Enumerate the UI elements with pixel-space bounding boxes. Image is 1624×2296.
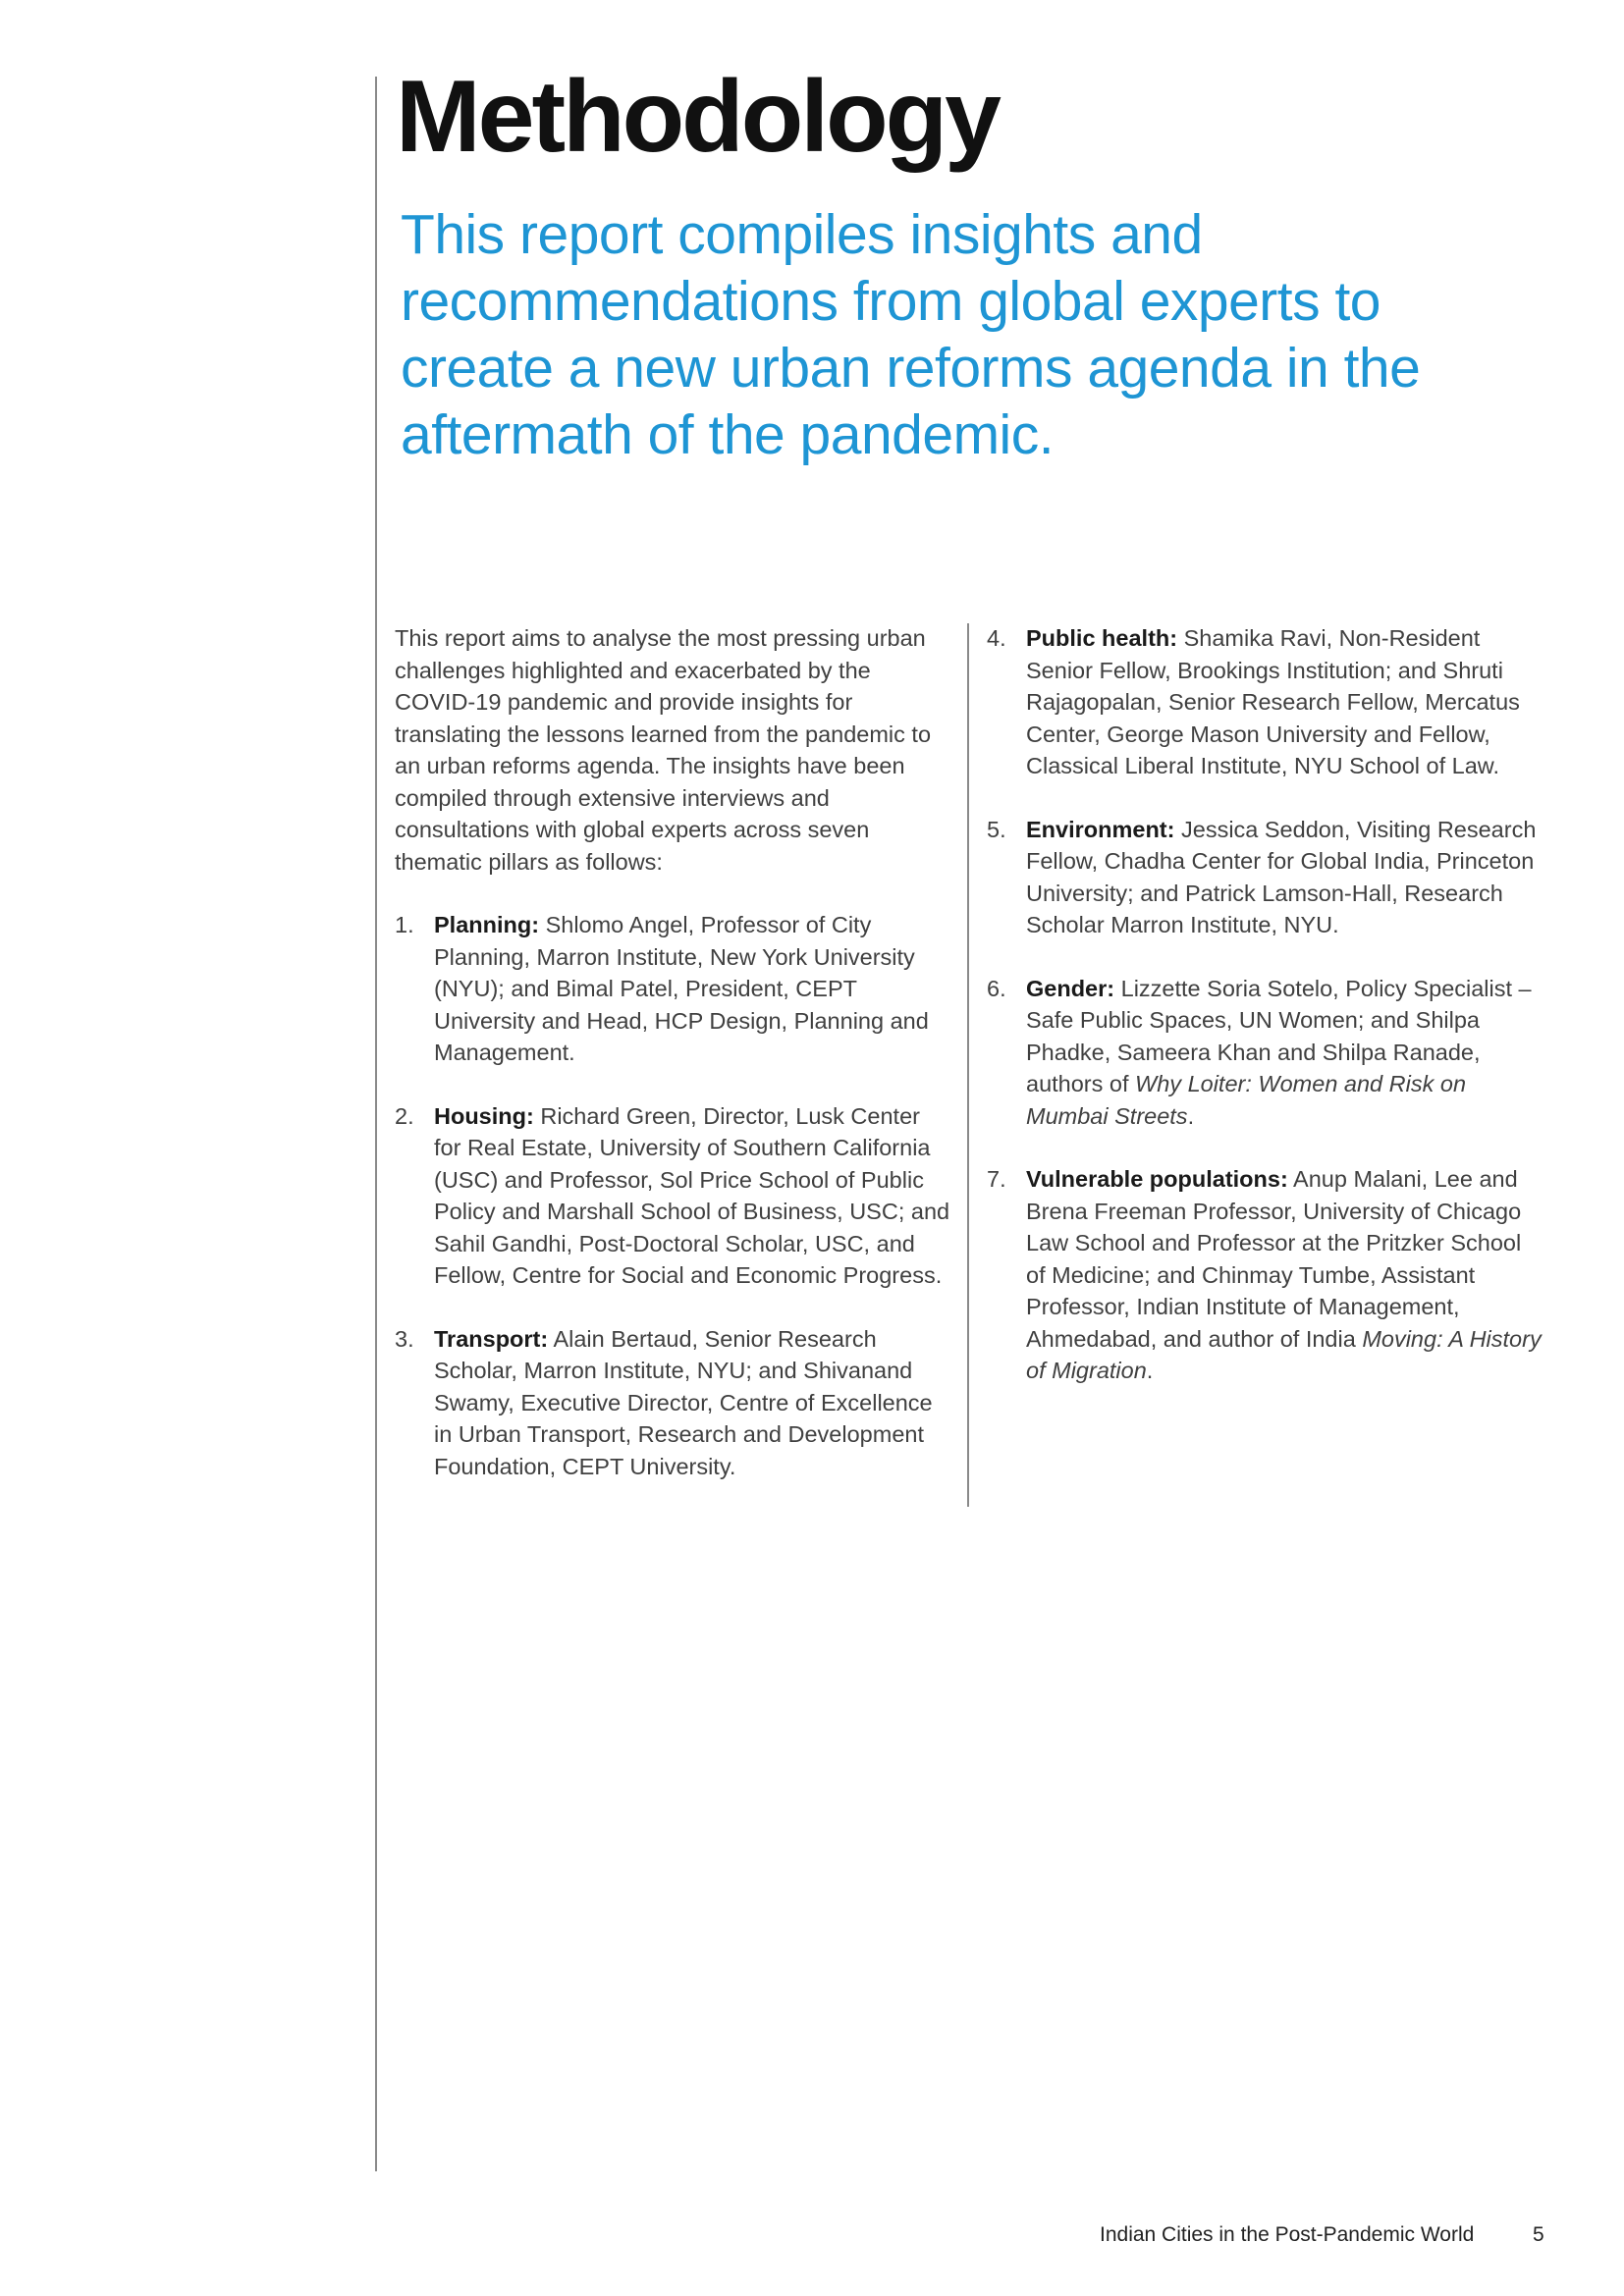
intro-paragraph: This report aims to analyse the most pressing urban challenges highlighted and exacerbated by the COVID-19 pandemic and provide insights for translating the lessons learned from the pandemic to an urban reforms agenda. The insights have been compiled through extensive interviews and consultations with global experts across seven thematic pillars as follows: — [395, 625, 932, 875]
page-title: Methodology — [396, 60, 1000, 174]
book-title: Why Loiter: Women and Risk on Mumbai Streets — [1026, 1071, 1467, 1129]
pillar-body — [1026, 1163, 1546, 1387]
pillar-body — [434, 1100, 952, 1292]
pillar-body — [1026, 622, 1546, 782]
pillar-text: Shlomo Angel, Professor of City Planning, Marron Institute, New York University (NYU); and Bimal Patel, President, CEPT University and Head, HCP Design, Planning and Management. — [434, 912, 929, 1065]
pillar-item-housing — [395, 1100, 952, 1292]
pillar-label: Transport: — [434, 1325, 549, 1352]
pillar-item-vulnerable-populations — [987, 1163, 1546, 1387]
pillar-label: Housing: — [434, 1102, 534, 1129]
pillar-text: Shamika Ravi, Non-Resident Senior Fellow, Brookings Institution; and Shruti Rajagopalan, Senior Research Fellow, Mercatus Center, George Mason University and Fellow, Classical Liberal Institute, NYU School of Law. — [1026, 625, 1520, 778]
pillar-item-environment — [987, 814, 1546, 941]
pillar-label: Environment: — [1026, 816, 1175, 842]
pillar-body — [1026, 973, 1546, 1133]
pillar-number: 6. — [987, 975, 1006, 1001]
pillar-text-end: . — [1187, 1102, 1195, 1129]
pillar-number: 1. — [395, 912, 414, 937]
pillar-number: 4. — [987, 625, 1006, 651]
pillar-item-gender — [987, 973, 1546, 1133]
right-column — [987, 622, 1546, 1418]
pillar-label: Public health: — [1026, 625, 1178, 651]
pillar-number: 3. — [395, 1325, 414, 1352]
pillar-text: Lizzette Soria Sotelo, Policy Specialist – Safe Public Spaces, UN Women; and Shilpa Phadke, Sameera Khan and Shilpa Ranade, authors of — [1026, 975, 1532, 1096]
column-divider-rule — [967, 623, 969, 1507]
left-column — [395, 622, 952, 1514]
pillar-text: Anup Malani, Lee and Brena Freeman Professor, University of Chicago Law School and Professor at the Pritzker School of Medicine; and Chinmay Tumbe, Assistant Professor, Indian Institute of Management, Ahmedabad, and author of India — [1026, 1166, 1522, 1352]
pillar-item-public-health — [987, 622, 1546, 782]
pillar-text-end: . — [1146, 1358, 1154, 1383]
pillar-text: Richard Green, Director, Lusk Center for Real Estate, University of Southern California (USC) and Professor, Sol Price School of Public Policy and Marshall School of Business, USC; and Sahil Gandhi, Post-Doctoral Scholar, USC, and Fellow, Centre for Social and Economic Progress. — [434, 1102, 950, 1288]
pillar-label: Vulnerable populations: — [1026, 1166, 1288, 1192]
pillar-item-transport — [395, 1323, 952, 1483]
pillar-label: Gender: — [1026, 975, 1115, 1001]
footer-report-title: Indian Cities in the Post-Pandemic World — [1100, 2223, 1475, 2246]
pillar-body — [434, 1323, 952, 1483]
pillar-number: 5. — [987, 816, 1006, 842]
pillar-body — [1026, 814, 1546, 941]
pillar-text: Jessica Seddon, Visiting Research Fellow, Chadha Center for Global India, Princeton University; and Patrick Lamson-Hall, Research Scholar Marron Institute, NYU. — [1026, 816, 1537, 937]
left-vertical-rule — [375, 77, 377, 2171]
page-subtitle: This report compiles insights and recommendations from global experts to create a new urban reforms agenda in the aftermath of the pandemic. — [401, 203, 1421, 466]
book-title: Moving: A History of Migration — [1026, 1325, 1542, 1383]
pillar-item-planning — [395, 909, 952, 1069]
pillar-body — [434, 909, 952, 1069]
page-number: 5 — [1533, 2223, 1544, 2246]
pillar-label: Planning: — [434, 912, 540, 937]
pillar-number: 7. — [987, 1166, 1006, 1192]
pillar-text: Alain Bertaud, Senior Research Scholar, Marron Institute, NYU; and Shivanand Swamy, Executive Director, Centre of Excellence in Urban Transport, Research and Development Foundation, CEPT University. — [434, 1325, 933, 1479]
pillar-number: 2. — [395, 1102, 414, 1129]
